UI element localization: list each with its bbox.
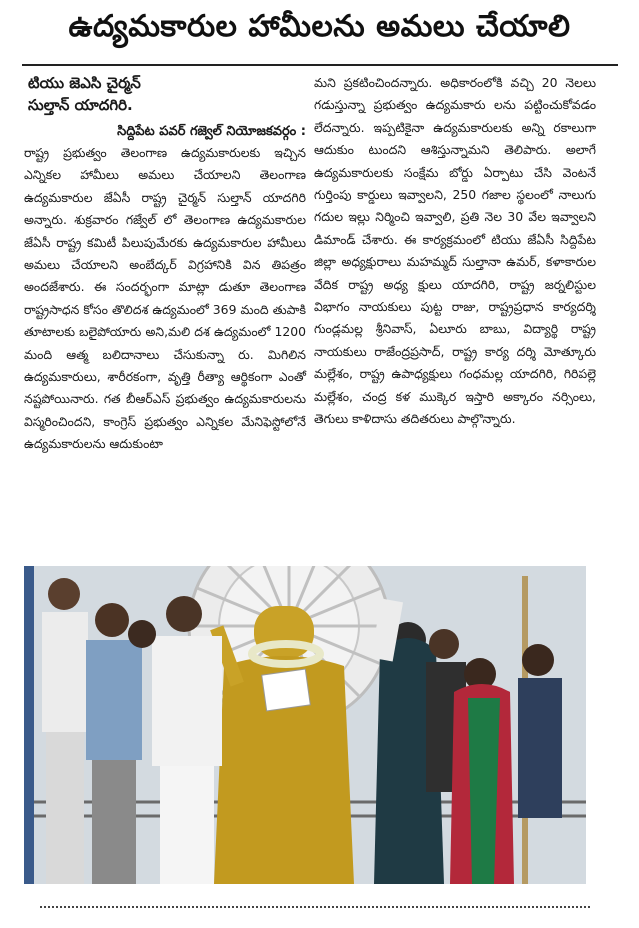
- news-photo: [24, 566, 586, 884]
- petition-paper: [262, 669, 311, 711]
- pole-left: [24, 566, 34, 884]
- left-column: [24, 70, 306, 456]
- byline: [28, 72, 306, 116]
- right-column: [314, 72, 596, 431]
- headline-rule: [22, 64, 618, 66]
- left-column-text: రాష్ట్ర ప్రభుత్వం తెలంగాణ ఉద్యమకారులకు ఇచ్చిన ఎన్నికల హామీలు అమలు చేయాలని తెలంగాణ ఉద్యమకారుల జేఏసీ రాష్ట్ర చైర్మన్ సుల్తాన్ యాదగిరి అన్నారు. శుక్రవారం గజ్వేల్ లో తెలంగాణ ఉద్యమకారుల జేఏసీ రాష్ట్ర కమిటీ పిలుపుమేరకు ఉద్యమకారుల హామీలు అమలు చేయాలని అంబేద్కర్ విగ్రహానికి విన తిపత్రం అందజేశారు. ఈ సందర్భంగా మాట్లా డుతూ తెలంగాణ రాష్ట్రసాధన కోసం తొలిదశ ఉద్యమంలో 369 మంది తుపాకి తూటాలకు బలైపోయారు అని,మలి దశ ఉద్యమంలో 1200 మంది ఆత్మ బలిదానాలు చేసుకున్నా రు. మిగిలిన ఉద్యమకారులు, శారీరకంగా, వృత్తి రీత్యా ఆర్థికంగా ఎంతో నష్టపోయినారు. గత బీఆర్ఎస్ ప్రభుత్వం ఉద్యమకారులను విస్మరించిందని, కాంగ్రెస్ ప్రభుత్వం ఎన్నికల మేనిఫెస్టోలోనే ఉద్యమకారులను ఆదుకుంటా: [24, 145, 306, 452]
- photo-illustration: [24, 566, 586, 884]
- dateline: సిద్దిపేట పవర్ గజ్వెల్ నియోజకవర్గం :: [117, 124, 306, 139]
- footer-divider: [40, 906, 590, 908]
- headline: ఉద్యమకారుల హామీలను అమలు చేయాలి: [68, 9, 571, 44]
- byline-line-2: సుల్తాన్ యాదగిరి.: [28, 96, 133, 114]
- byline-line-1: టియు జెఎసి చైర్మన్: [28, 74, 141, 92]
- right-column-text: మని ప్రకటించిందన్నారు. అధికారంలోకి వచ్చి 20 నెలలు గడుస్తున్నా ప్రభుత్వం ఉద్యమకారు లను పట్టించుకోవడం లేదన్నారు. ఇప్పటికైనా ఉద్యమకారులకు అన్ని రకాలుగా ఆదుకుం టుందని ఆశిస్తున్నామని తెలిపారు. అలాగే ఉద్యమకారులకు సంక్షేమ బోర్డు ఏర్పాటు చేసి వెంటనే గుర్తింపు కార్డులు ఇవ్వాలని, 250 గజాల స్థలంలో నాలుగు గదుల ఇల్లు నిర్మించి ఇవ్వాలి, ప్రతి నెల 30 వేల ఇవ్వాలని డిమాండ్ చేశారు. ఈ కార్యక్రమంలో టియు జేఏసీ సిద్దిపేట జిల్లా అధ్యక్షురాలు మహమ్మద్ సుల్తానా ఉమర్, కళాకారుల వేదిక రాష్ట్ర అధ్య క్షులు యాదగిరి, రాష్ట్ర జర్నలిస్టుల విభాగం నాయకులు పుట్ట రాజు, రాష్ట్రప్రధాన కార్యదర్శి గుండ్లమల్ల శ్రీనివాస్, ఏలూరు బాబు, విద్యార్థి రాష్ట్ర నాయకులు రాజేంద్రప్రసాద్, రాష్ట్ర కార్య దర్శి మోత్కూరు మల్లేశం, రాష్ట్ర ఉపాధ్యక్షులు గంధమల్ల యాదగిరి, గిరిపల్లె మల్లేశం, చంద్ర కళ ముక్కెర ఇస్తారి అక్కారం నర్సింలు, తెగులు కాళిదాసు తదితరులు పాల్గొన్నారు.: [314, 75, 596, 427]
